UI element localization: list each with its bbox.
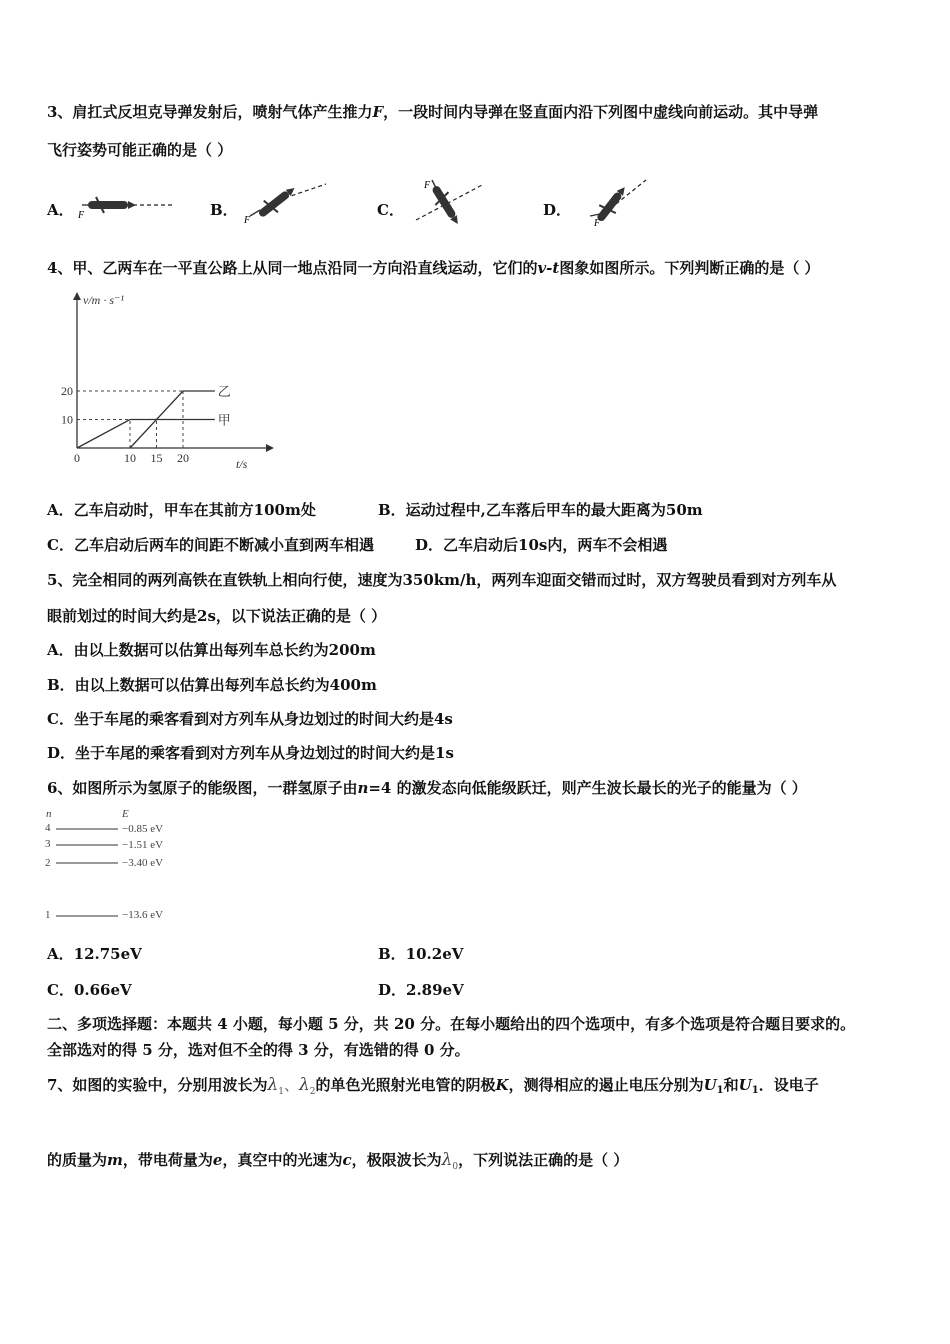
q3-option-b-label: B． [210, 201, 238, 219]
q3-a-force-label: F [78, 210, 85, 221]
level-e3: −1.51 eV [122, 839, 164, 851]
section2-heading-line2: 全部选对的得 5 分，选对但不全的得 3 分，有选错的得 0 分。 [47, 1041, 470, 1059]
series-line-0 [77, 420, 215, 449]
q6-option-c: C．0.66eV [47, 981, 132, 999]
lambda-1: λ [267, 1075, 279, 1095]
section2-heading-line1: 二、多项选择题：本题共 4 小题，每小题 5 分，共 20 分。在每小题给出的四个选项中，有多个选项是符合题目要求的。 [47, 1015, 856, 1033]
lambda-2: λ [298, 1075, 310, 1095]
y-tick-label-20: 20 [61, 384, 73, 398]
q5-stem-line1: 5、完全相同的两列高铁在直铁轨上相向行使，速度为350km/h，两列车迎面交错而过时，双方驾驶员看到对方列车从 [47, 571, 837, 589]
q6-option-d: D．2.89eV [378, 981, 464, 999]
q3-stem-line2: 飞行姿势可能正确的是（ ） [47, 141, 233, 159]
series-label-1: 乙 [217, 384, 231, 399]
y-axis-arrow [73, 292, 81, 300]
q4-option-b: B．运动过程中,乙车落后甲车的最大距离为50m [378, 501, 703, 519]
q4-option-a: A．乙车启动时，甲车在其前方100m处 [47, 501, 316, 519]
q5-option-a: A．由以上数据可以估算出每列车总长约为200m [47, 641, 376, 659]
x-tick-label-20: 20 [177, 451, 189, 465]
e-header: E [122, 808, 129, 820]
q5-option-b: B．由以上数据可以估算出每列车总长约为400m [47, 676, 377, 694]
energy-level-diagram [42, 806, 192, 924]
q6-stem: 6、如图所示为氢原子的能级图，一群氢原子由n=4 的激发态向低能级跃迁，则产生波长最长的光子的能量为（ ） [47, 779, 807, 797]
q3-option-c-label: C． [377, 201, 404, 219]
q3-d-force-label: F [594, 218, 601, 228]
q6-option-b: B．10.2eV [378, 945, 464, 963]
q7-stem-line1: 7、如图的实验中，分别用波长为$\lambda_1$、$\lambda_2$的单色光照射光电管的阴极K，测得相应的遏止电压分别为$U_1$和$U_1$．设电子 [47, 1075, 819, 1097]
q3-option-c-figure [410, 176, 490, 228]
level-n1: 1 [45, 909, 51, 921]
q3-option-b-figure [240, 176, 330, 226]
x-tick-label-0: 0 [74, 451, 80, 465]
q3-b-force-label: F [244, 215, 251, 226]
q3-option-a-label: A． [47, 201, 74, 219]
q4-option-d: D．乙车启动后10s内，两车不会相遇 [415, 536, 668, 554]
y-tick-label-10: 10 [61, 412, 73, 427]
q6-option-a: A．12.75eV [47, 945, 142, 963]
q7-stem-line2: 的质量为m，带电荷量为e，真空中的光速为c，极限波长为$\lambda_0$，下列说法正确的是（ ） [47, 1150, 629, 1172]
level-e4: −0.85 eV [122, 823, 164, 835]
x-tick-label-10: 10 [124, 451, 136, 465]
level-n4: 4 [45, 822, 51, 834]
x-tick-label-15: 15 [150, 451, 163, 465]
level-n2: 2 [45, 857, 51, 869]
series-label-0: 甲 [217, 412, 231, 428]
level-e1: −13.6 eV [122, 909, 164, 921]
vt-chart [50, 290, 280, 475]
lambda-0: λ [441, 1150, 453, 1170]
x-axis-label: t/s [236, 457, 248, 471]
q3-option-d-figure [582, 176, 652, 228]
y-axis-label: v/m · s⁻¹ [83, 293, 124, 307]
level-e2: −3.40 eV [122, 857, 164, 869]
q4-stem: 4、甲、乙两车在一平直公路上从同一地点沿同一方向沿直线运动，它们的v-t图象如图所示。下列判断正确的是（ ） [47, 259, 820, 277]
q3-option-a-figure [74, 190, 174, 226]
n-header: n [46, 808, 52, 820]
q3-stem-line1: 3、肩扛式反坦克导弹发射后，喷射气体产生推力F，一段时间内导弹在竖直面内沿下列图中虚线向前运动。其中导弹 [47, 103, 819, 121]
q3-option-d-label: D． [543, 201, 572, 219]
q5-stem-line2: 眼前划过的时间大约是2s，以下说法正确的是（ ） [47, 607, 387, 625]
level-n3: 3 [45, 838, 51, 850]
q5-option-d: D．坐于车尾的乘客看到对方列车从身边划过的时间大约是1s [47, 744, 454, 762]
q5-option-c: C．坐于车尾的乘客看到对方列车从身边划过的时间大约是4s [47, 710, 453, 728]
x-axis-arrow [266, 444, 274, 452]
q4-option-c: C．乙车启动后两车的间距不断减小直到两车相遇 [47, 536, 374, 554]
q3-c-force-label: F [424, 180, 431, 191]
